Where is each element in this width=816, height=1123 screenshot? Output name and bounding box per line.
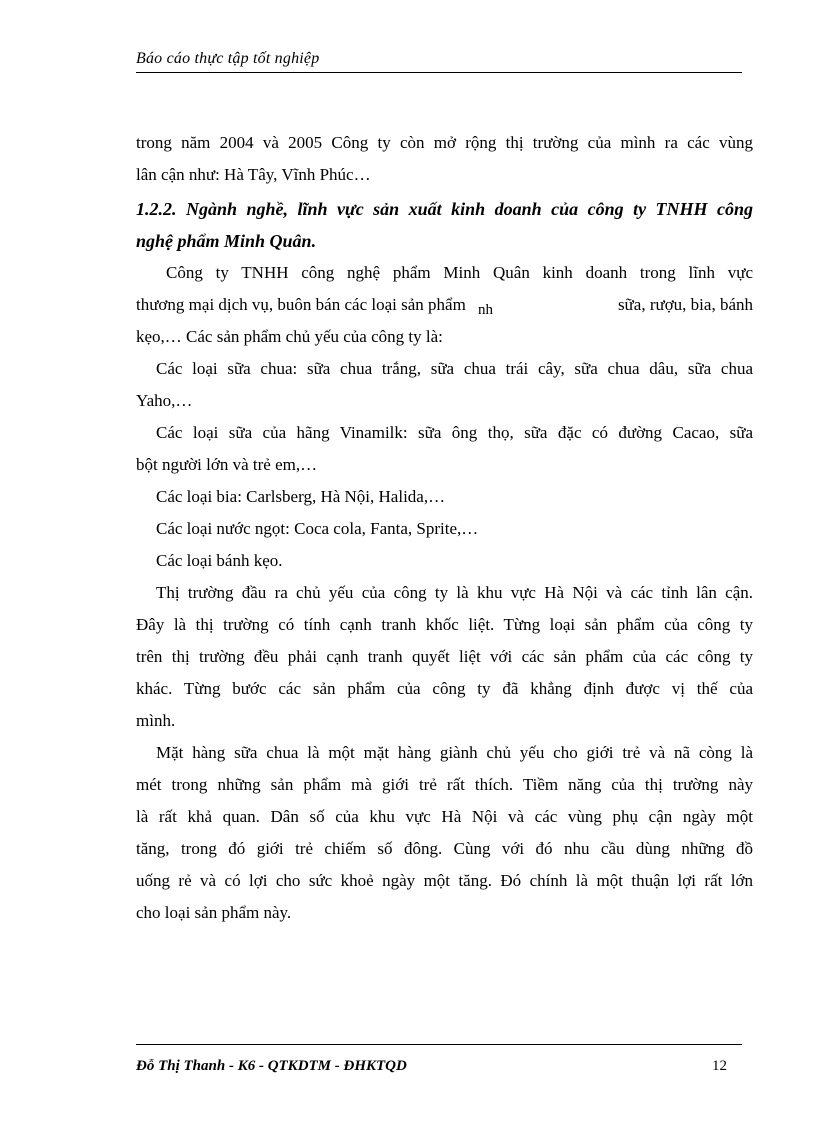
text-line: Thị trường đầu ra chủ yếu của công ty là khu vực Hà Nội và các tỉnh lân cận. bbox=[156, 583, 753, 602]
section-heading: nghệ phẩm Minh Quân. bbox=[136, 231, 317, 251]
text-line: Đây là thị trường có tính cạnh tranh khốc liệt. Từng loại sản phẩm của công ty bbox=[136, 615, 753, 634]
text-line: mình. bbox=[136, 711, 176, 730]
list-item: Các loại bánh kẹo. bbox=[156, 551, 283, 570]
text-line: bột người lớn và trẻ em,… bbox=[136, 455, 318, 474]
text-line: kẹo,… Các sản phẩm chủ yếu của công ty là: bbox=[136, 327, 443, 346]
list-item: Các loại bia: Carlsberg, Hà Nội, Halida,… bbox=[156, 487, 446, 506]
text-line: lân cận như: Hà Tây, Vĩnh Phúc… bbox=[136, 165, 371, 184]
text-line: cho loại sản phẩm này. bbox=[136, 903, 292, 922]
list-item: Các loại nước ngọt: Coca cola, Fanta, Sprite,… bbox=[156, 519, 479, 538]
text-segment: sữa, rượu, bia, bánh bbox=[617, 295, 753, 314]
text-line: trên thị trường đều phải cạnh tranh quyết liệt với các sản phẩm của các công ty bbox=[136, 647, 753, 666]
section-heading: 1.2.2. Ngành nghề, lĩnh vực sản xuất kinh doanh của công ty TNHH công bbox=[136, 199, 753, 219]
text-line: Công ty TNHH công nghệ phẩm Minh Quân kinh doanh trong lĩnh vực bbox=[166, 263, 753, 282]
header-divider bbox=[136, 72, 742, 73]
footer-author: Đỗ Thị Thanh - K6 - QTKDTM - ĐHKTQD bbox=[136, 1058, 407, 1074]
page-header-title: Báo cáo thực tập tốt nghiệp bbox=[136, 50, 320, 67]
text-line: tăng, trong đó giới trẻ chiếm số đông. Cùng với đó nhu cầu dùng những đồ bbox=[136, 839, 753, 858]
text-line: là rất khả quan. Dân số của khu vực Hà Nội và các vùng phụ cận ngày một bbox=[136, 807, 753, 826]
text-line: khác. Từng bước các sản phẩm của công ty đã khẳng định được vị thế của bbox=[136, 679, 753, 698]
list-item: Các loại sữa chua: sữa chua trắng, sữa chua trái cây, sữa chua dâu, sữa chua bbox=[156, 359, 753, 378]
text-line-with-inset bbox=[136, 294, 753, 317]
text-line: trong năm 2004 và 2005 Công ty còn mở rộng thị trường của mình ra các vùng bbox=[136, 133, 753, 152]
page-number: 12 bbox=[712, 1058, 727, 1074]
list-item: Các loại sữa của hãng Vinamilk: sữa ông thọ, sữa đặc có đường Cacao, sữa bbox=[156, 423, 753, 442]
text-fragment: nh bbox=[478, 302, 494, 318]
text-line: uống rẻ và có lợi cho sức khoẻ ngày một tăng. Đó chính là một thuận lợi rất lớn bbox=[136, 871, 753, 890]
text-line: Mặt hàng sữa chua là một mặt hàng giành chủ yếu cho giới trẻ và nã còng là bbox=[156, 743, 753, 762]
text-segment: thương mại dịch vụ, buôn bán các loại sản phẩm bbox=[136, 295, 466, 314]
text-line: mét trong những sản phẩm mà giới trẻ rất thích. Tiềm năng của thị trường này bbox=[136, 775, 753, 794]
footer-divider bbox=[136, 1044, 742, 1045]
text-line: Yaho,… bbox=[136, 391, 193, 410]
